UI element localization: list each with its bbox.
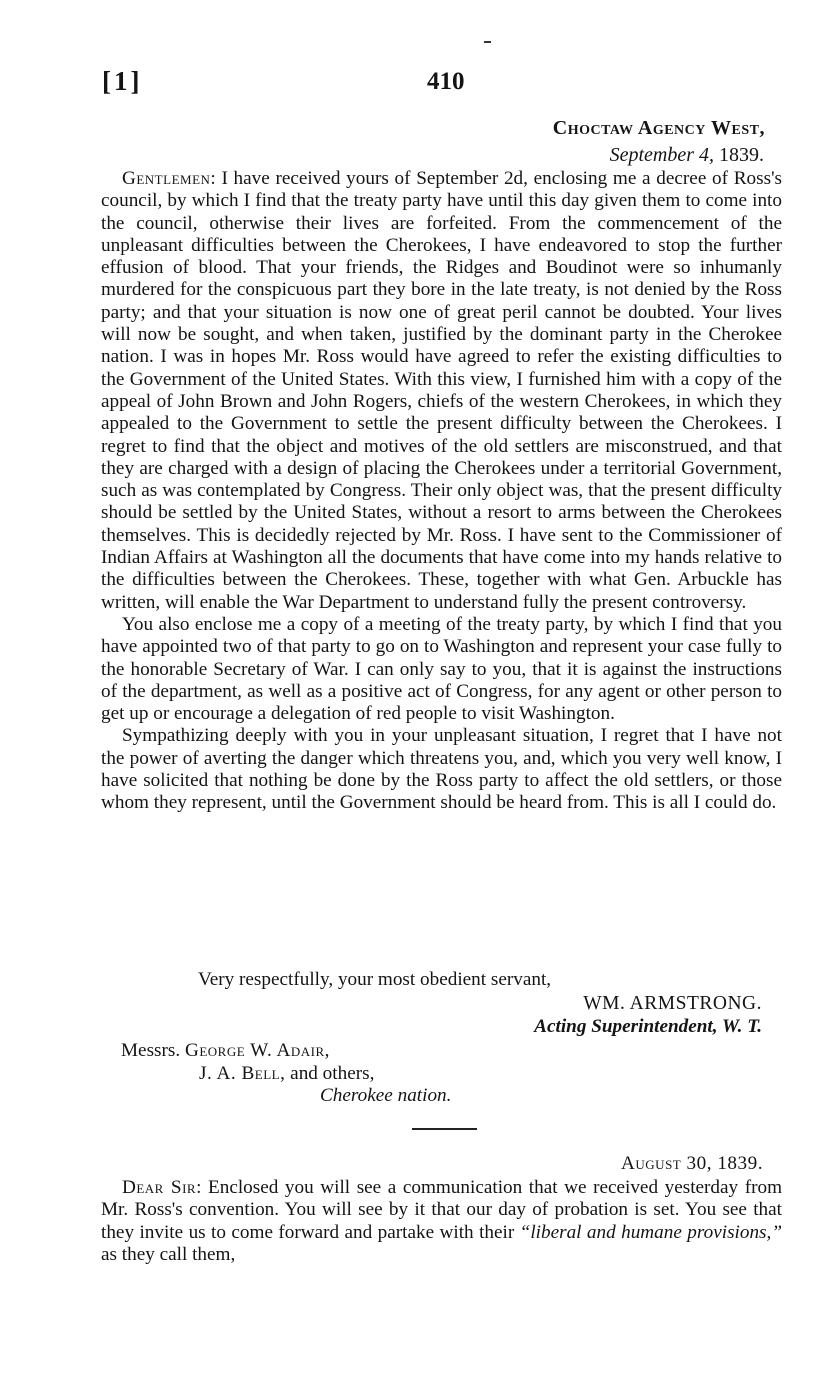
letter1-paragraph3: Sympathizing deeply with you in your unpleasant situation, I regret that I have not the power of averting the danger which threatens you, and, which you very well know, I have solicited that nothing be done by the Ross party to affect the old settlers, or those whom they represent, until the Government should be heard from. This is all I could do. (101, 725, 782, 814)
letter2-salutation: Dear Sir (122, 1177, 197, 1198)
letter1-paragraph1 (101, 168, 782, 614)
letter2-text-before-quote: : Enclosed you will see a communication that we received yesterday from Mr. Ross's convention. You will see by it that our day of probation is set. You see that they invite us to come forward and partake with their (101, 1177, 783, 1243)
letter1-paragraph1-text: : I have received yours of September 2d, enclosing me a decree of Ross's council, by which I find that the treaty party have until this day given them to come into the council, otherwise their lives are forfeited. From the commencement of the unpleasant difficulties between the Cherokees, I have endeavored to stop the further effusion of blood. That your friends, the Ridges and Boudinot were so inhumanly murdered for the conspicuous part they bore in the late treaty, is not denied by the Ross party; and that your situation is now one of great peril cannot be doubted. Your lives will now be sought, and when taken, justified by the dominant party in the Cherokee nation. I was in hopes Mr. Ross would have agreed to refer the existing difficulties to the Government of the United States. With this view, I furnished him with a copy of the appeal of John Brown and John Rogers, chiefs of the western Cherokees, in which they appealed to the Government to settle the present difficulty between the Cherokees. I regret to find that the object and motives of the old settlers are misconstrued, and that they are charged with a design of placing the Cherokees under a territorial Government, such as was contemplated by Congress. Their only object was, that the present difficulty should be settled by the United States, without a resort to arms between the Cherokees themselves. This is decidedly rejected by Mr. Ross. I have sent to the Commissioner of Indian Affairs at Washington all the documents that have come into my hands relative to the difficulties between the Cherokees. These, together with what Gen. Arbuckle has written, will enable the War Department to understand fully the present controversy. (101, 168, 782, 613)
letter1-body (101, 168, 782, 815)
letter1-date (610, 144, 764, 167)
letter1-addressee-line3: Cherokee nation. (320, 1085, 452, 1106)
letter2-text-after-quote: as they call them, (101, 1243, 236, 1265)
letter2-quote: “liberal and humane provisions,” (519, 1221, 782, 1243)
letter1-closing: Very respectfully, your most obedient servant, (198, 969, 552, 990)
letter1-signer: WM. ARMSTRONG. (583, 993, 762, 1014)
letter1-signer-title: Acting Superintendent, W. T. (534, 1016, 762, 1037)
letter2-body (101, 1177, 782, 1266)
page-number: 410 (427, 68, 465, 95)
letter1-salutation: Gentlemen (122, 168, 211, 189)
letter1-addressee-line2 (199, 1063, 374, 1085)
addressee-prefix: Messrs. (121, 1040, 181, 1061)
letter1-date-year: 1839. (719, 144, 764, 166)
document-number: [1] (102, 66, 143, 96)
letter1-addressee-line1 (121, 1040, 330, 1062)
top-mark (484, 41, 491, 43)
letter2-date: August 30, 1839. (621, 1153, 763, 1174)
letter1-place: Choctaw Agency West, (552, 117, 765, 139)
addressee-name2-rest: and others, (290, 1063, 375, 1084)
section-divider (412, 1128, 477, 1130)
letter1-date-month-day: September 4, (609, 144, 714, 166)
letter2-paragraph1 (101, 1177, 782, 1266)
addressee-name1: George W. Adair, (184, 1040, 330, 1061)
addressee-name2: J. A. Bell, (199, 1063, 286, 1084)
letter1-paragraph2: You also enclose me a copy of a meeting of the treaty party, by which I find that you have appointed two of that party to go on to Washington and represent your case fully to the honorable Secretary of War. I can only say to you, that it is against the instructions of the department, as well as a positive act of Congress, for any agent or other person to get up or encourage a delegation of red people to visit Washington. (101, 613, 782, 725)
